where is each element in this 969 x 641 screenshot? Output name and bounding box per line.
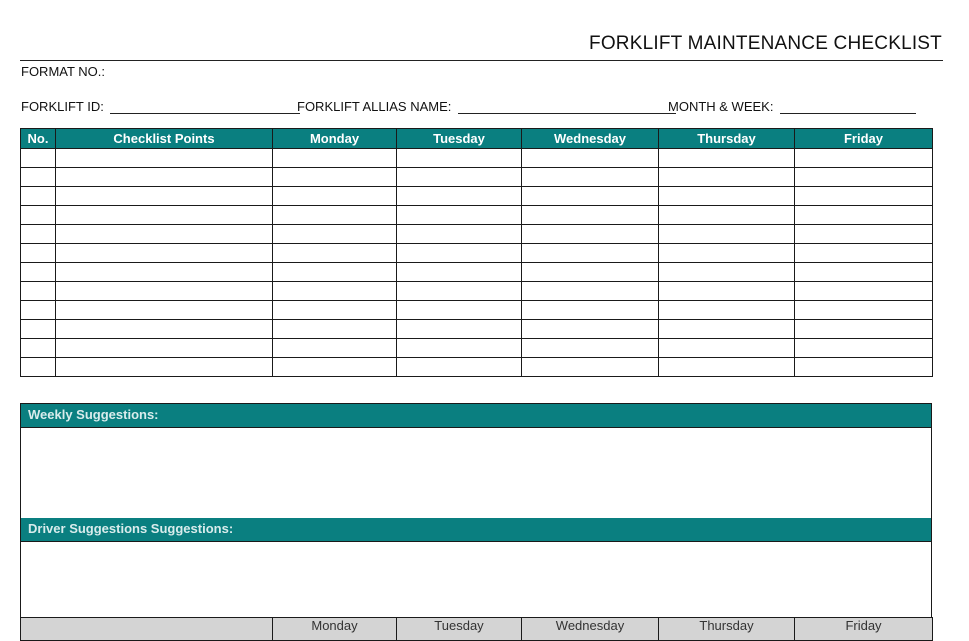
table-row (21, 339, 933, 358)
table-cell[interactable] (795, 168, 933, 187)
table-cell[interactable] (273, 149, 397, 168)
table-row (21, 244, 933, 263)
table-cell[interactable] (21, 263, 56, 282)
table-cell[interactable] (273, 225, 397, 244)
col-header-friday: Friday (795, 129, 933, 149)
table-cell[interactable] (522, 168, 659, 187)
table-cell[interactable] (795, 320, 933, 339)
forklift-id-blank[interactable] (110, 99, 300, 114)
month-week-label: MONTH & WEEK: (668, 99, 774, 114)
table-cell[interactable] (56, 358, 273, 377)
table-cell[interactable] (56, 339, 273, 358)
table-cell[interactable] (795, 206, 933, 225)
table-cell[interactable] (21, 225, 56, 244)
table-cell[interactable] (21, 149, 56, 168)
month-week-field[interactable] (668, 99, 916, 114)
table-cell[interactable] (273, 187, 397, 206)
table-cell[interactable] (397, 339, 522, 358)
table-row (21, 206, 933, 225)
table-cell[interactable] (273, 206, 397, 225)
table-cell[interactable] (397, 149, 522, 168)
title-divider (20, 60, 943, 61)
driver-suggestions-label: Driver Suggestions Suggestions: (21, 518, 931, 542)
table-cell[interactable] (659, 244, 795, 263)
table-cell[interactable] (522, 320, 659, 339)
table-row (21, 149, 933, 168)
table-cell[interactable] (659, 301, 795, 320)
forklift-id-label: FORKLIFT ID: (21, 99, 104, 114)
table-cell[interactable] (21, 358, 56, 377)
table-cell[interactable] (397, 301, 522, 320)
table-cell[interactable] (273, 263, 397, 282)
table-cell[interactable] (273, 339, 397, 358)
table-cell[interactable] (659, 263, 795, 282)
weekly-suggestions-area[interactable] (21, 428, 931, 518)
table-cell[interactable] (795, 225, 933, 244)
forklift-alias-blank[interactable] (458, 99, 676, 114)
table-cell[interactable] (21, 206, 56, 225)
table-cell[interactable] (397, 187, 522, 206)
forklift-alias-label: FORKLIFT ALLIAS NAME: (297, 99, 452, 114)
footer-friday: Friday (795, 618, 933, 641)
footer-thursday: Thursday (659, 618, 795, 641)
table-cell[interactable] (397, 225, 522, 244)
col-header-monday: Monday (273, 129, 397, 149)
table-cell[interactable] (56, 206, 273, 225)
table-row (21, 187, 933, 206)
table-cell[interactable] (21, 168, 56, 187)
table-row (21, 168, 933, 187)
table-cell[interactable] (522, 187, 659, 206)
table-row (21, 358, 933, 377)
col-header-tuesday: Tuesday (397, 129, 522, 149)
table-cell[interactable] (273, 301, 397, 320)
checklist-header-row (21, 129, 933, 149)
table-cell[interactable] (522, 149, 659, 168)
table-cell[interactable] (659, 187, 795, 206)
table-cell[interactable] (795, 282, 933, 301)
checklist-table (20, 128, 933, 377)
table-cell[interactable] (522, 244, 659, 263)
table-cell[interactable] (21, 320, 56, 339)
table-cell[interactable] (522, 339, 659, 358)
col-header-wednesday: Wednesday (522, 129, 659, 149)
table-cell[interactable] (56, 225, 273, 244)
table-cell[interactable] (397, 206, 522, 225)
table-cell[interactable] (795, 358, 933, 377)
table-cell[interactable] (522, 206, 659, 225)
table-cell[interactable] (397, 168, 522, 187)
table-cell[interactable] (21, 244, 56, 263)
forklift-alias-field[interactable] (297, 99, 676, 114)
footer-label-cell (21, 618, 273, 641)
table-cell[interactable] (795, 149, 933, 168)
forklift-id-field[interactable] (21, 99, 300, 114)
col-header-no: No. (21, 129, 56, 149)
table-cell[interactable] (659, 168, 795, 187)
weekly-suggestions-label: Weekly Suggestions: (21, 404, 931, 428)
table-cell[interactable] (795, 301, 933, 320)
table-cell[interactable] (397, 358, 522, 377)
table-cell[interactable] (522, 358, 659, 377)
table-cell[interactable] (795, 263, 933, 282)
table-cell[interactable] (795, 187, 933, 206)
table-cell[interactable] (659, 225, 795, 244)
month-week-blank[interactable] (780, 99, 916, 114)
table-cell[interactable] (21, 187, 56, 206)
table-row (21, 282, 933, 301)
table-cell[interactable] (397, 282, 522, 301)
table-cell[interactable] (659, 282, 795, 301)
table-row (21, 301, 933, 320)
table-cell[interactable] (659, 206, 795, 225)
format-number-label: FORMAT NO.: (21, 64, 106, 79)
table-cell[interactable] (659, 358, 795, 377)
footer-wednesday: Wednesday (522, 618, 659, 641)
signature-footer (20, 617, 933, 641)
table-cell[interactable] (56, 168, 273, 187)
table-cell[interactable] (522, 225, 659, 244)
footer-monday: Monday (273, 618, 397, 641)
table-cell[interactable] (659, 320, 795, 339)
weekly-suggestions-box (20, 403, 932, 520)
table-cell[interactable] (21, 301, 56, 320)
table-cell[interactable] (273, 358, 397, 377)
table-cell[interactable] (273, 168, 397, 187)
table-cell[interactable] (522, 263, 659, 282)
table-row (21, 320, 933, 339)
table-cell[interactable] (21, 282, 56, 301)
table-cell[interactable] (21, 339, 56, 358)
checklist-body (21, 149, 933, 377)
col-header-thursday: Thursday (659, 129, 795, 149)
footer-row (21, 618, 933, 641)
table-cell[interactable] (56, 282, 273, 301)
table-cell[interactable] (273, 244, 397, 263)
col-header-checklist-points: Checklist Points (56, 129, 273, 149)
table-cell[interactable] (522, 282, 659, 301)
table-cell[interactable] (659, 149, 795, 168)
table-cell[interactable] (273, 320, 397, 339)
table-cell[interactable] (273, 282, 397, 301)
table-cell[interactable] (56, 187, 273, 206)
table-cell[interactable] (56, 301, 273, 320)
table-cell[interactable] (659, 339, 795, 358)
driver-suggestions-box (20, 518, 932, 618)
table-row (21, 225, 933, 244)
table-cell[interactable] (56, 149, 273, 168)
table-cell[interactable] (56, 320, 273, 339)
table-cell[interactable] (397, 320, 522, 339)
table-cell[interactable] (795, 244, 933, 263)
table-cell[interactable] (56, 263, 273, 282)
footer-tuesday: Tuesday (397, 618, 522, 641)
document-title: FORKLIFT MAINTENANCE CHECKLIST (589, 33, 942, 54)
table-cell[interactable] (795, 339, 933, 358)
driver-suggestions-area[interactable] (21, 542, 931, 616)
table-cell[interactable] (397, 244, 522, 263)
table-cell[interactable] (522, 301, 659, 320)
table-cell[interactable] (397, 263, 522, 282)
table-cell[interactable] (56, 244, 273, 263)
table-row (21, 263, 933, 282)
